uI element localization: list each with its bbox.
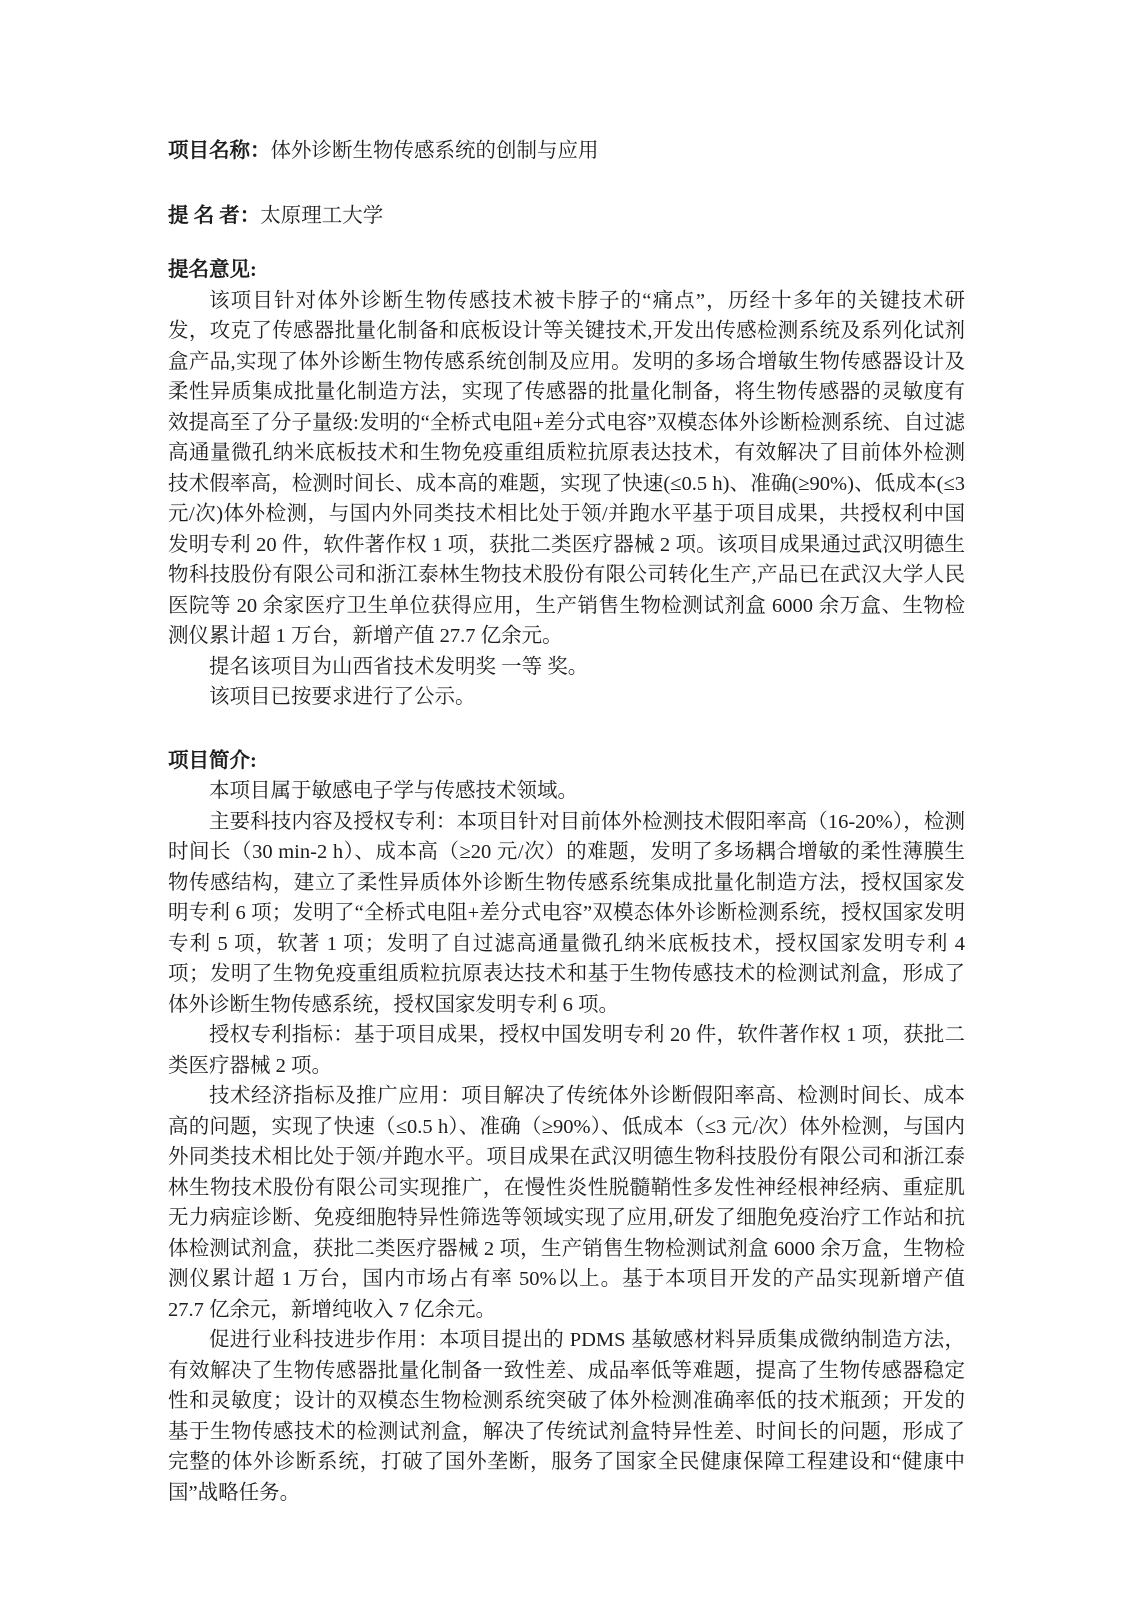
nomination-award-line: 提名该项目为山西省技术发明奖 一等 奖。 <box>209 655 589 678</box>
nomination-opinion-heading: 提名意见: <box>168 259 257 281</box>
intro-patent-metrics-paragraph: 授权专利指标：基于项目成果，授权中国发明专利 20 件，软件著作权 1 项，获批二类医疗器械 2 项。 <box>168 1024 965 1077</box>
intro-industry-progress-paragraph: 促进行业科技进步作用：本项目提出的 PDMS 基敏感材料异质集成微纳制造方法，有效解决了生物传感器批量化制备一致性差、成品率低等难题，提高了生物传感器稳定性和灵敏度；设计的双模态生物检测系统突破了体外检测准确率低的技术瓶颈；开发的基于生物传感技术的检测试剂盒，解决了传统试剂盒特异性差、时间长的问题，形成了完整的体外诊断系统，打破了国外垄断，服务了国家全民健康保障工程建设和“健康中国”战略任务。 <box>168 1329 965 1504</box>
field-nominator <box>168 201 965 232</box>
field-project-name <box>168 136 965 167</box>
intro-field-paragraph: 本项目属于敏感电子学与传感技术领域。 <box>209 780 578 802</box>
intro-tech-content-paragraph: 主要科技内容及授权专利：本项目针对目前体外检测技术假阳率高（16-20%），检测时间长（30 min-2 h）、成本高（≥20 元/次）的难题，发明了多场耦合增敏的柔性薄膜生物传感结构，建立了柔性异质体外诊断生物传感系统集成批量化制造方法，授权国家发明专利 6 项；发明了“全桥式电阻+差分式电容”双模态体外诊断检测系统，授权国家发明专利 5 项，软著 1 项；发明了自过滤高通量微孔纳米底板技术，授权国家发明专利 4 项；发明了生物免疫重组质粒抗原表达技术和基于生物传感技术的检测试剂盒，形成了体外诊断生物传感系统，授权国家发明专利 6 项。 <box>168 810 965 1016</box>
section-project-introduction <box>168 746 965 1509</box>
nominator-label: 提 名 者： <box>168 204 261 227</box>
nomination-publicity-line: 该项目已按要求进行了公示。 <box>209 686 476 708</box>
nomination-opinion-paragraph: 该项目针对体外诊断生物传感技术被卡脖子的“痛点”，历经十多年的关键技术研发，攻克了传感器批量化制备和底板设计等关键技术,开发出传感检测系统及系列化试剂盒产品,实现了体外诊断生物传感系统创制及应用。发明的多场合增敏生物传感器设计及柔性异质集成批量化制造方法，实现了传感器的批量化制备，将生物传感器的灵敏度有效提高至了分子量级:发明的“全桥式电阻+差分式电容”双模态体外诊断检测系统、自过滤高通量微孔纳米底板技术和生物免疫重组质粒抗原表达技术，有效解决了目前体外检测技术假率高，检测时间长、成本高的难题，实现了快速(≤0.5 h)、准确(≥90%)、低成本(≤3 元/次)体外检测，与国内外同类技术相比处于领/并跑水平基于项目成果，共授权利中国发明专利 20 件，软件著作权 1 项，获批二类医疗器械 2 项。该项目成果通过武汉明德生物科技股份有限公司和浙江泰林生物技术股份有限公司转化生产,产品已在武汉大学人民医院等 20 余家医疗卫生单位获得应用，生产销售生物检测试剂盒 6000 余万盒、生物检测仪累计超 1 万台，新增产值 27.7 亿余元。 <box>168 289 965 647</box>
section-nomination-opinion <box>168 255 965 713</box>
project-introduction-heading: 项目简介: <box>168 749 257 772</box>
intro-economic-metrics-paragraph: 技术经济指标及推广应用：项目解决了传统体外诊断假阳率高、检测时间长、成本高的问题，实现了快速（≤0.5 h）、准确（≥90%）、低成本（≤3 元/次）体外检测，与国内外同类技术相比处于领/并跑水平。项目成果在武汉明德生物科技股份有限公司和浙江泰林生物技术股份有限公司实现推广，在慢性炎性脱髓鞘性多发性神经根神经病、重症肌无力病症诊断、免疫细胞特异性筛选等领域实现了应用,研发了细胞免疫治疗工作站和抗体检测试剂盒，获批二类医疗器械 2 项，生产销售生物检测试剂盒 6000 余万盒，生物检测仪累计超 1 万台，国内市场占有率 50%以上。基于本项目开发的产品实现新增产值 27.7 亿余元，新增纯收入 7 亿余元。 <box>168 1085 965 1321</box>
project-name-value: 体外诊断生物传感系统的创制与应用 <box>270 140 599 162</box>
project-name-label: 项目名称： <box>168 140 271 162</box>
nominator-value: 太原理工大学 <box>260 204 384 227</box>
